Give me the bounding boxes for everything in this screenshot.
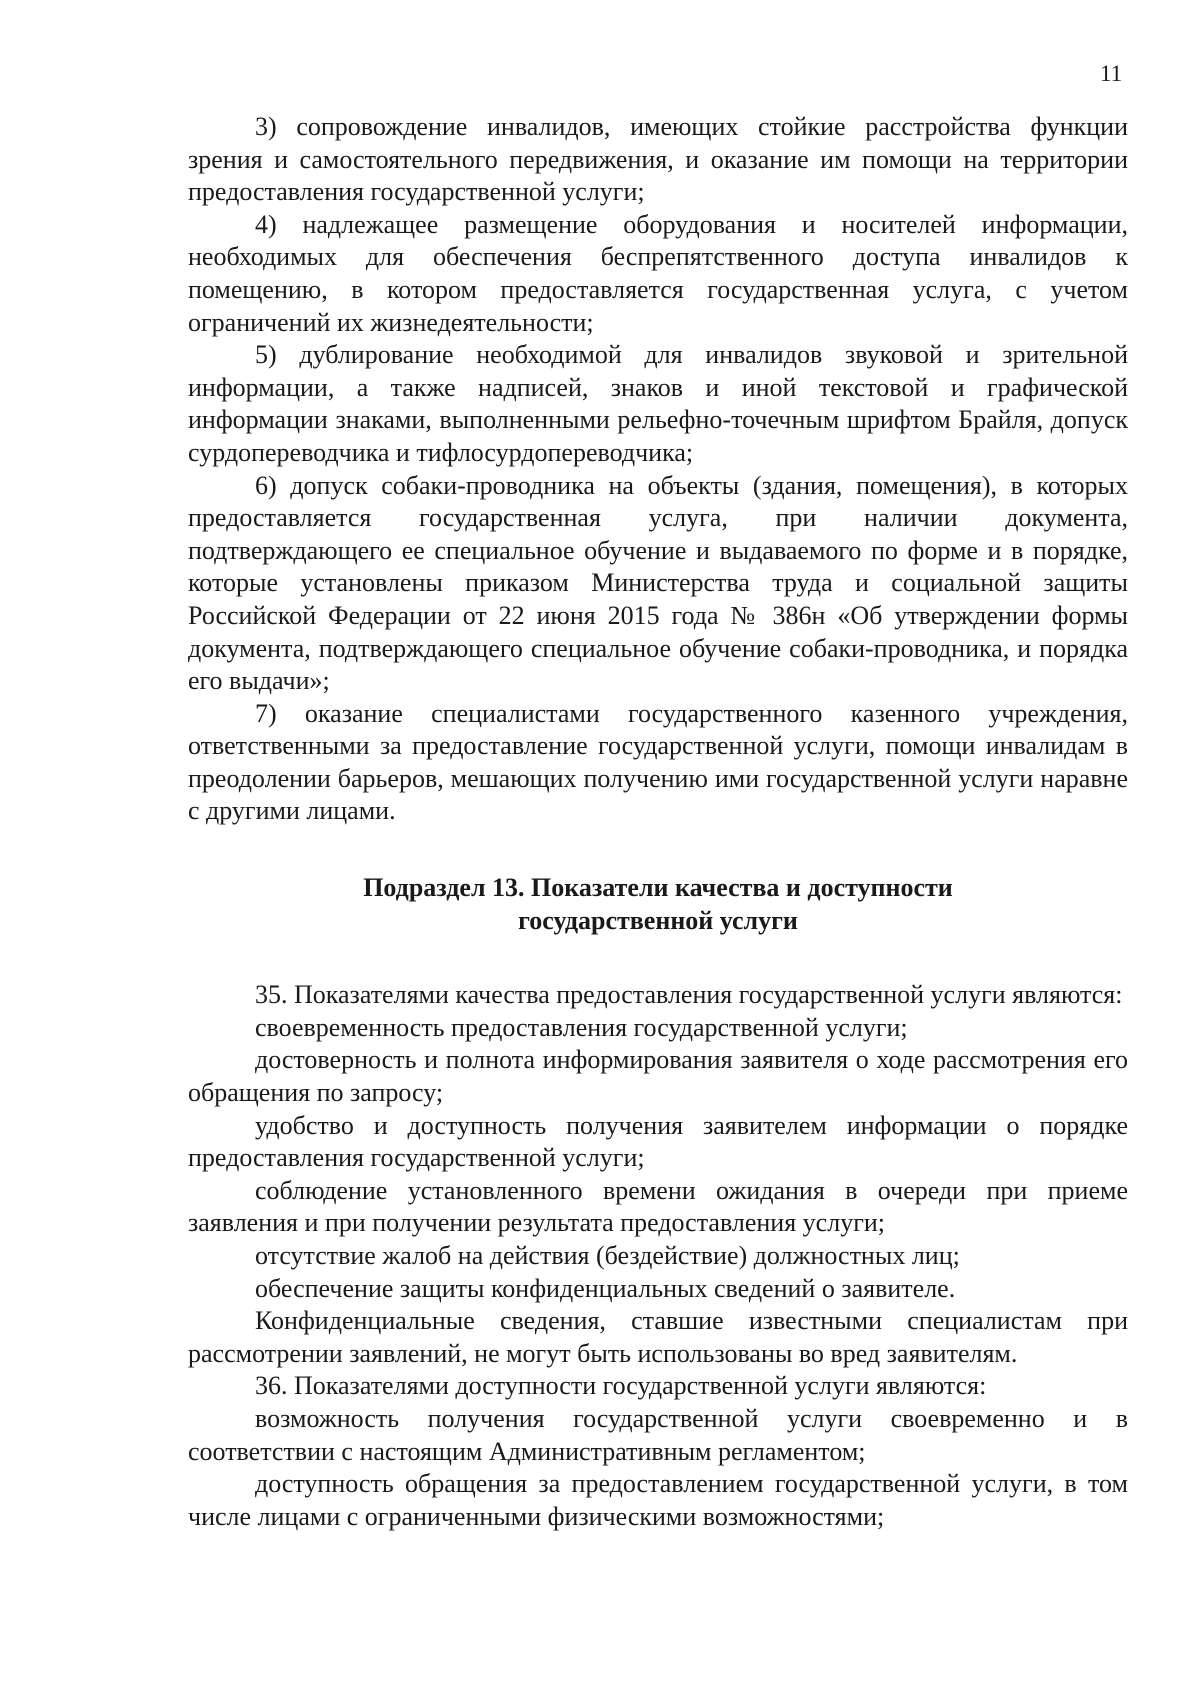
paragraph-item-5: 5) дублирование необходимой для инвалидов звуковой и зрительной информации, а также надписей, знаков и иной текстовой и графической информации знаками, выполненными рельефно-точечным шрифтом Брайля, допуск сурдопереводчика и тифлосурдопереводчика; [188, 340, 1128, 467]
paragraph-item-6: 6) допуск собаки-проводника на объекты (здания, помещения), в которых предоставляется государственная услуга, при наличии документа, подтверждающего ее специальное обучение и выдаваемого по форме и в порядке, которые установлены приказом Министерства труда и социальной защиты Российской Федерации от 22 июня 2015 года № 386н «Об утверждении формы документа, подтверждающего специальное обучение собаки-проводника, и порядка его выдачи»; [188, 470, 1128, 696]
confidentiality-note: Конфиденциальные сведения, ставшие известными специалистам при рассмотрении заявлений, не могут быть использованы во вред заявителям. [188, 1306, 1128, 1368]
paragraph-36-intro: 36. Показателями доступности государственной услуги являются: [255, 1371, 987, 1401]
section-heading [188, 872, 1128, 937]
accessibility-indicator-access: доступность обращения за предоставлением государственной услуги, в том числе лицами с ограниченными физическими возможностями; [188, 1469, 1128, 1531]
quality-indicator-convenience: удобство и доступность получения заявителем информации о порядке предоставления государственной услуги; [188, 1110, 1128, 1173]
section-heading-line-2: государственной услуги [518, 905, 798, 935]
paragraph-item-7: 7) оказание специалистами государственного казенного учреждения, ответственными за предоставление государственной услуги, помощи инвалидам в преодолении барьеров, мешающих получению ими государственной услуги наравне с другими лицами. [188, 698, 1128, 826]
quality-indicator-timeliness: своевременность предоставления государственной услуги; [255, 1012, 908, 1042]
page-number: 11 [1100, 61, 1123, 86]
quality-indicator-reliability: достоверность и полнота информирования заявителя о ходе рассмотрения его обращения по запросу; [188, 1045, 1128, 1108]
section-heading-line-1: Подраздел 13. Показатели качества и доступности [363, 873, 953, 903]
paragraph-item-3: 3) сопровождение инвалидов, имеющих стойкие расстройства функции зрения и самостоятельного передвижения, и оказание им помощи на территории предоставления государственной услуги; [188, 112, 1128, 207]
document-body [188, 111, 1128, 1533]
quality-indicator-confidentiality: обеспечение защиты конфиденциальных сведений о заявителе. [255, 1273, 956, 1303]
quality-indicator-waiting-time: соблюдение установленного времени ожидания в очереди при приеме заявления и при получении результата предоставления услуги; [188, 1175, 1128, 1238]
accessibility-indicator-timely: возможность получения государственной услуги своевременно и в соответствии с настоящим Административным регламентом; [188, 1403, 1128, 1466]
paragraph-35-intro: 35. Показателями качества предоставления государственной услуги являются: [255, 980, 1123, 1010]
quality-indicator-no-complaints: отсутствие жалоб на действия (бездействие) должностных лиц; [255, 1241, 960, 1270]
paragraph-item-4: 4) надлежащее размещение оборудования и носителей информации, необходимых для обеспечения беспрепятственного доступа инвалидов к помещению, в котором предоставляется государственная услуга, с учетом ограничений их жизнедеятельности; [188, 209, 1128, 337]
